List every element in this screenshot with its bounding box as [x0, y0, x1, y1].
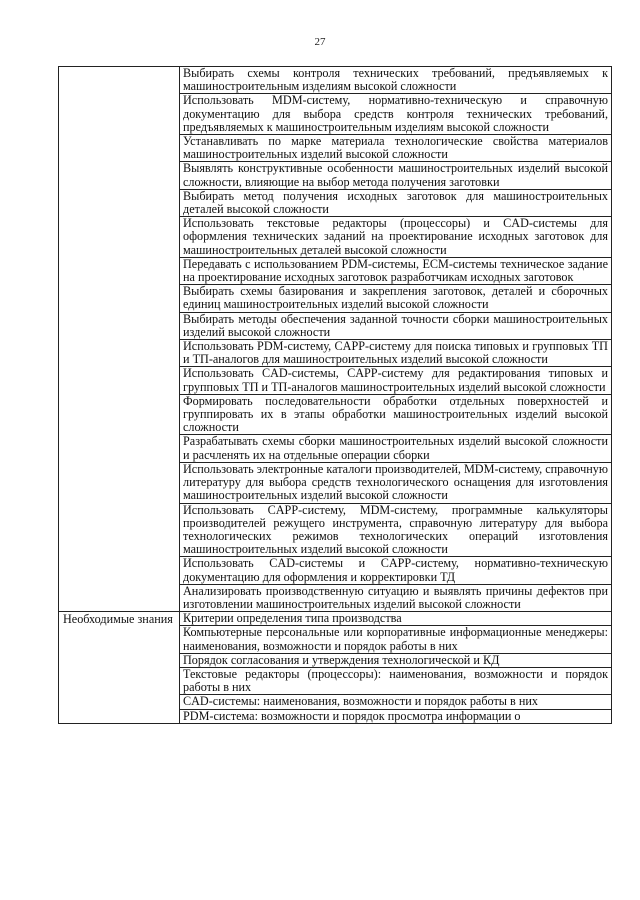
table-cell: Использовать PDM-систему, CAPP-систему для поиска типовых и групповых ТП и ТП-аналогов для машиностроительных изделий высокой сложности: [180, 340, 612, 367]
table-cell: Использовать CAD-системы и CAPP-систему, нормативно-техническую документацию для оформления и корректировки ТД: [180, 557, 612, 584]
table-cell: CAD-системы: наименования, возможности и порядок работы в них: [180, 695, 612, 709]
table-cell: Текстовые редакторы (процессоры): наименования, возможности и порядок работы в них: [180, 667, 612, 694]
skills-category-cell: [59, 67, 180, 612]
table-cell: PDM-система: возможности и порядок просмотра информации о: [180, 709, 612, 723]
table-cell: Выбирать метод получения исходных заготовок для машиностроительных деталей высокой сложности: [180, 189, 612, 216]
table-cell: Формировать последовательности обработки отдельных поверхностей и группировать их в этапы обработки машиностроительных изделий высокой сложности: [180, 394, 612, 435]
table-cell: Выбирать схемы базирования и закрепления заготовок, деталей и сборочных единиц машиностроительных изделий высокой сложности: [180, 285, 612, 312]
table-cell: Использовать CAPP-систему, MDM-систему, программные калькуляторы производителей режущего инструмента, справочную литературу для выбора технологических режимов технологических операций изготовления машиностроительных изделий высокой сложности: [180, 503, 612, 557]
table-cell: Анализировать производственную ситуацию и выявлять причины дефектов при изготовлении машиностроительных изделий высокой сложности: [180, 584, 612, 611]
table-row: [59, 612, 612, 626]
page-number: 27: [314, 36, 326, 48]
table-cell: Выявлять конструктивные особенности машиностроительных изделий высокой сложности, влияющие на выбор метода получения заготовки: [180, 162, 612, 189]
table-cell: Использовать MDM-систему, нормативно-техническую и справочную документацию для выбора средств контроля технических требований, предъявляемых к машиностроительным изделиям высокой сложности: [180, 94, 612, 135]
table-cell: Выбирать схемы контроля технических требований, предъявляемых к машиностроительным изделиям высокой сложности: [180, 67, 612, 94]
requirements-table: [58, 66, 612, 724]
knowledge-category-label: Необходимые знания: [59, 612, 180, 724]
table-cell: Передавать с использованием PDM-системы, ECM-системы техническое задание на проектирование исходных заготовок разработчикам исходных заготовок: [180, 257, 612, 284]
table-cell: Порядок согласования и утверждения технологической и КД: [180, 653, 612, 667]
table-row: [59, 67, 612, 94]
table-cell: Компьютерные персональные или корпоративные информационные менеджеры: наименования, возможности и порядок работы в них: [180, 626, 612, 653]
table-cell: Использовать CAD-системы, CAPP-систему для редактирования типовых и групповых ТП и ТП-аналогов машиностроительных изделий высокой сложности: [180, 367, 612, 394]
table-cell: Устанавливать по марке материала технологические свойства материалов машиностроительных изделий высокой сложности: [180, 135, 612, 162]
table-cell: Критерии определения типа производства: [180, 612, 612, 626]
table-cell: Выбирать методы обеспечения заданной точности сборки машиностроительных изделий высокой сложности: [180, 312, 612, 339]
table-cell: Использовать электронные каталоги производителей, MDM-систему, справочную литературу для выбора средств технологического оснащения для изготовления машиностроительных изделий высокой сложности: [180, 462, 612, 503]
table-cell: Разрабатывать схемы сборки машиностроительных изделий высокой сложности и расчленять их на отдельные операции сборки: [180, 435, 612, 462]
table-cell: Использовать текстовые редакторы (процессоры) и CAD-системы для оформления технических заданий на проектирование исходных заготовок для машиностроительных деталей высокой сложности: [180, 217, 612, 258]
